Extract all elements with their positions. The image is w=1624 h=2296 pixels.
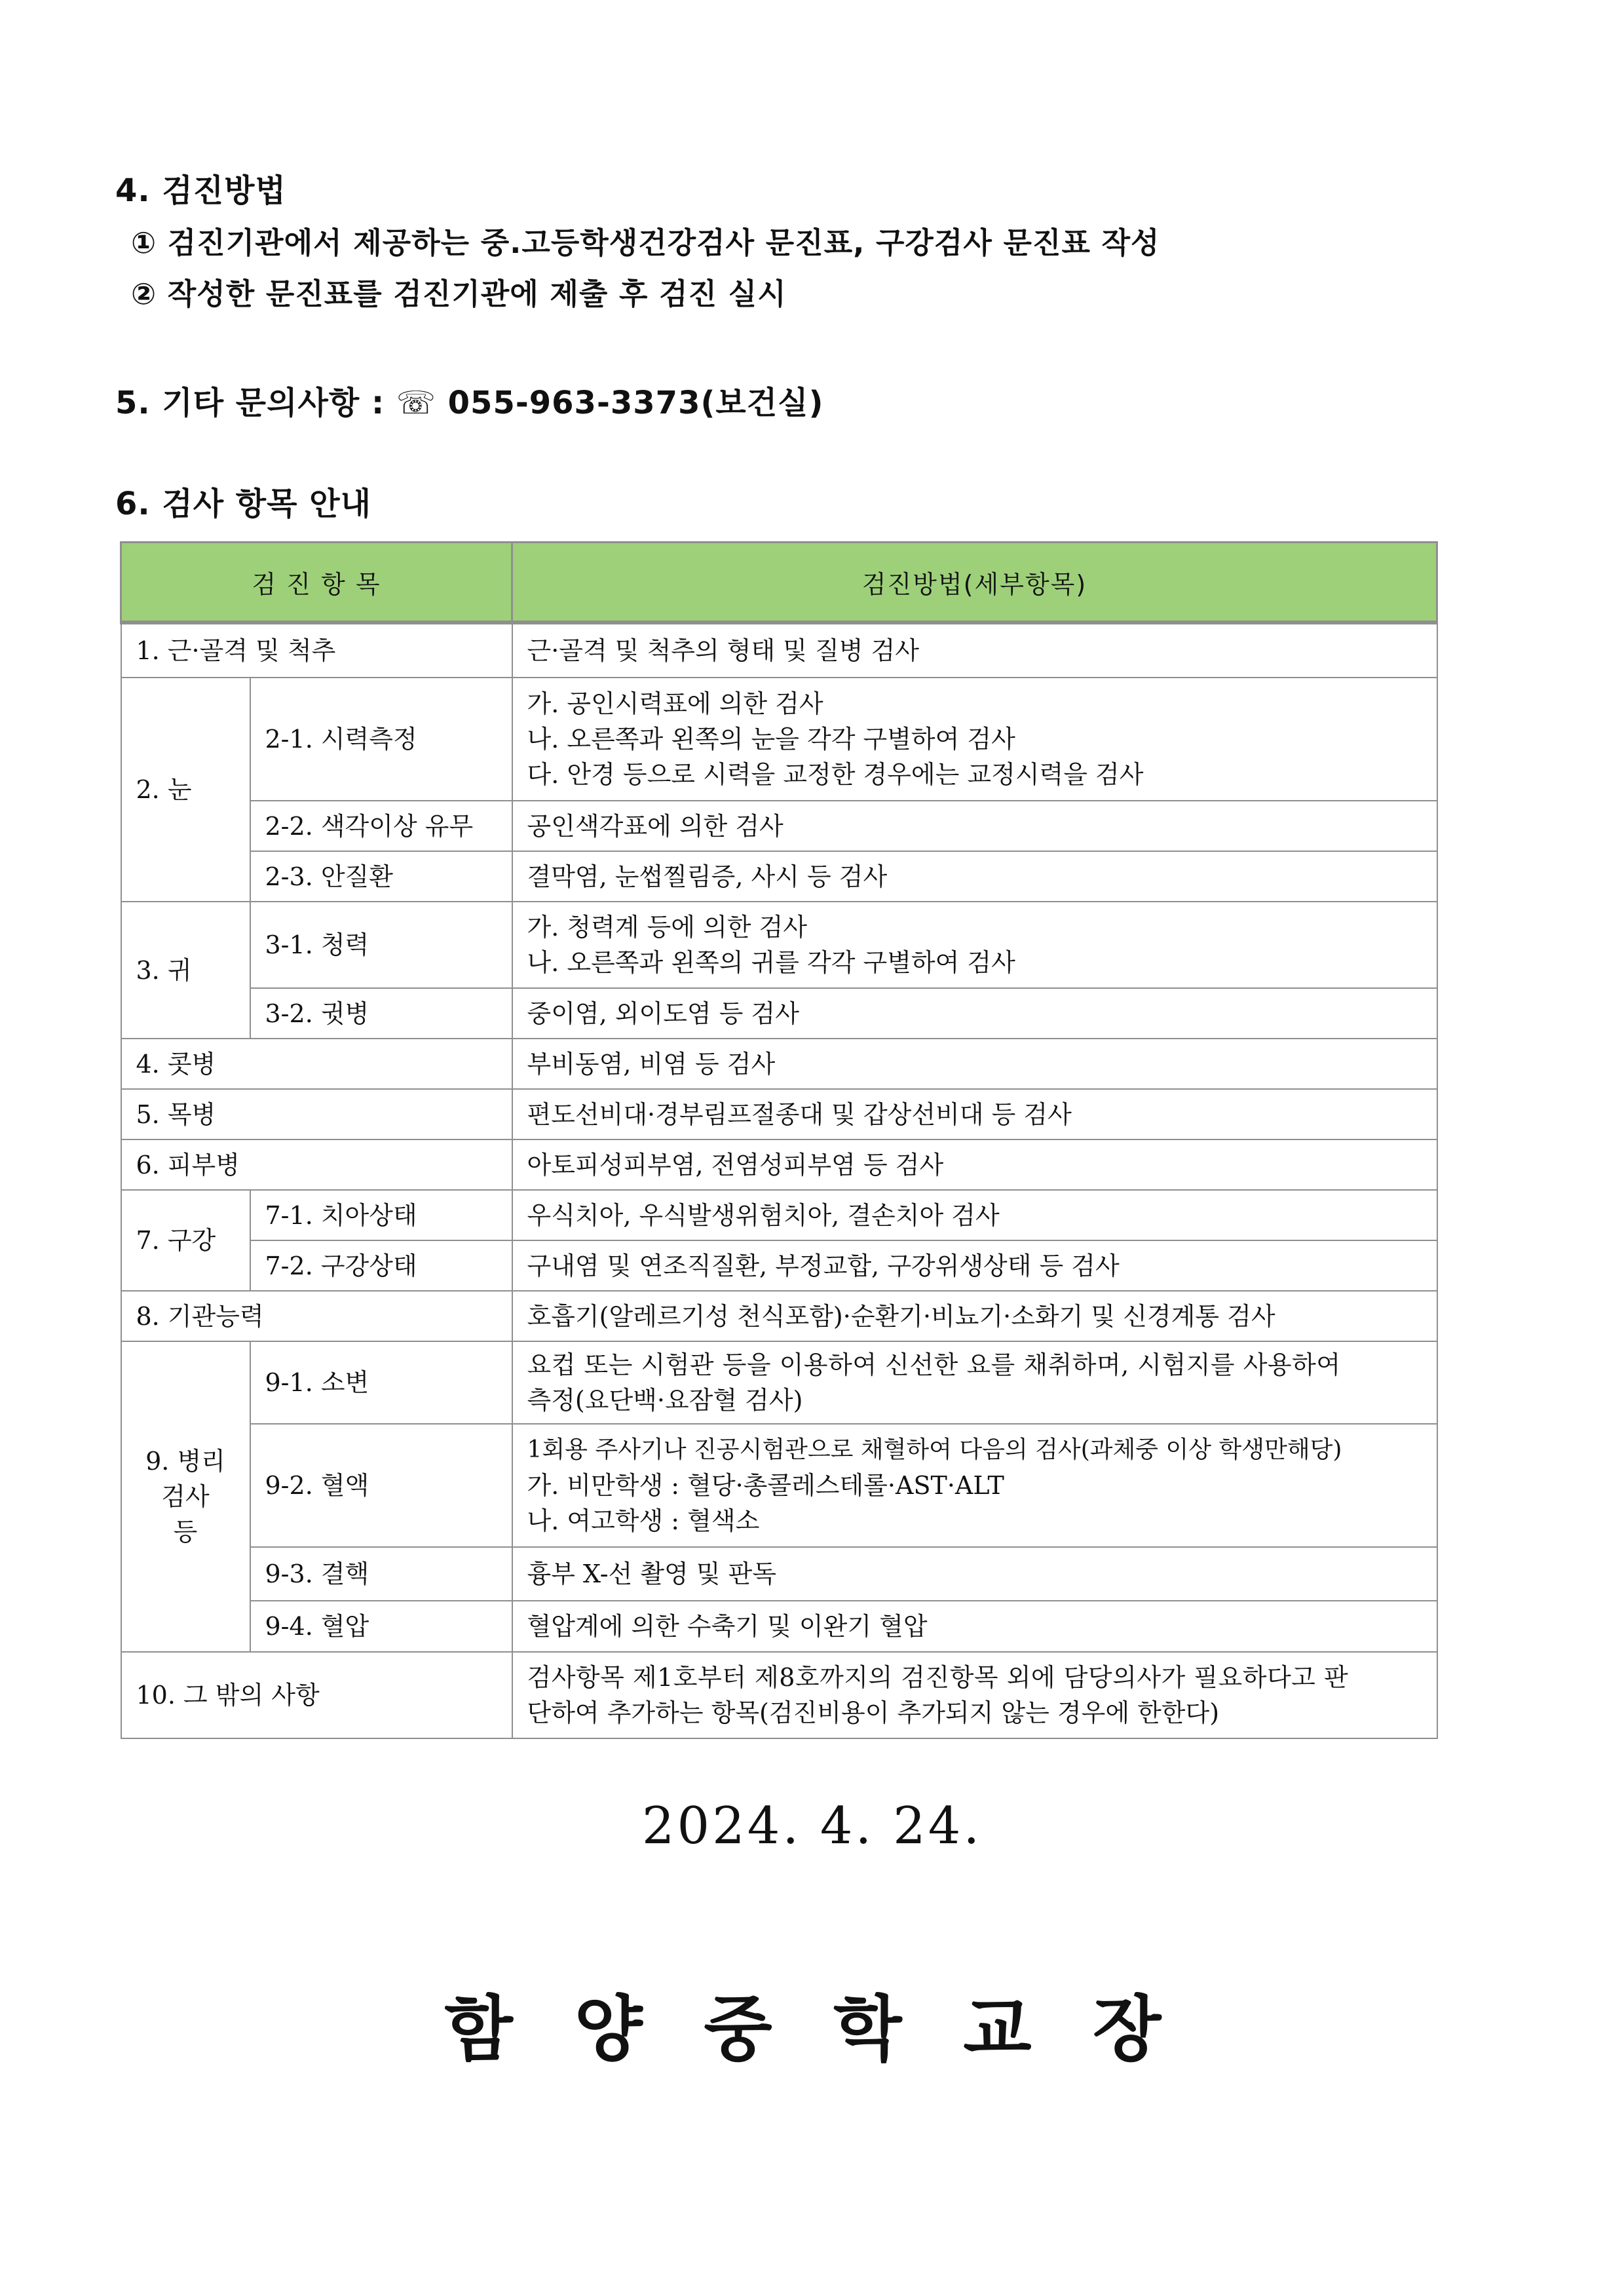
group-label: 1. 근·골격 및 척추 <box>121 622 512 678</box>
table-row <box>121 902 1437 988</box>
method-cell <box>512 678 1437 801</box>
method-cell: 구내염 및 연조직질환, 부정교합, 구강위생상태 등 검사 <box>512 1240 1437 1291</box>
method-cell: 근·골격 및 척추의 형태 및 질병 검사 <box>512 622 1437 678</box>
group-label: 8. 기관능력 <box>121 1291 512 1341</box>
group-label: 10. 그 밖의 사항 <box>121 1652 512 1738</box>
section-4-title: 4. 검진방법 <box>115 172 286 209</box>
table-row <box>121 801 1437 851</box>
principal-signature: 함 양 중 학 교 장 <box>444 1988 1180 2071</box>
method-cell: 부비동염, 비염 등 검사 <box>512 1039 1437 1089</box>
group-label: 7. 구강 <box>121 1190 250 1291</box>
method-line: 단하여 추가하는 항목(검진비용이 추가되지 않는 경우에 한한다) <box>527 1698 1220 1727</box>
method-line: 다. 안경 등으로 시력을 교정한 경우에는 교정시력을 검사 <box>527 760 1144 789</box>
sub-item-label: 2-1. 시력측정 <box>250 678 512 801</box>
method-line: 가. 공인시력표에 의한 검사 <box>527 689 823 718</box>
section-6-title: 6. 검사 항목 안내 <box>115 486 371 522</box>
method-cell: 결막염, 눈썹찔림증, 사시 등 검사 <box>512 851 1437 902</box>
method-cell: 공인색각표에 의한 검사 <box>512 801 1437 851</box>
sub-item-label: 7-2. 구강상태 <box>250 1240 512 1291</box>
group-label: 6. 피부병 <box>121 1139 512 1190</box>
method-cell <box>512 1424 1437 1547</box>
method-cell: 편도선비대·경부림프절종대 및 갑상선비대 등 검사 <box>512 1089 1437 1139</box>
phone-icon: ☏ <box>396 385 436 421</box>
table-row <box>121 1652 1437 1738</box>
method-cell: 흉부 X-선 촬영 및 판독 <box>512 1547 1437 1601</box>
method-step-2: ② 작성한 문진표를 검진기관에 제출 후 검진 실시 <box>131 277 787 311</box>
method-line: 검사항목 제1호부터 제8호까지의 검진항목 외에 담당의사가 필요하다고 판 <box>527 1663 1349 1692</box>
table-row <box>121 1139 1437 1190</box>
table-row <box>121 1341 1437 1424</box>
group-label <box>121 1341 250 1652</box>
group-label-line: 검사 <box>161 1482 210 1511</box>
method-cell <box>512 902 1437 988</box>
group-label: 2. 눈 <box>121 678 250 902</box>
method-cell: 아토피성피부염, 전염성피부염 등 검사 <box>512 1139 1437 1190</box>
method-line: 나. 오른쪽과 왼쪽의 눈을 각각 구별하여 검사 <box>527 725 1015 754</box>
table-row <box>121 678 1437 801</box>
method-cell: 우식치아, 우식발생위험치아, 결손치아 검사 <box>512 1190 1437 1240</box>
method-line: 요컵 또는 시험관 등을 이용하여 신선한 요를 채취하며, 시험지를 사용하여 <box>527 1350 1341 1379</box>
method-line: 가. 비만학생 : 혈당·총콜레스테롤·AST·ALT <box>527 1471 1004 1500</box>
table-row <box>121 1601 1437 1652</box>
method-line: 1회용 주사기나 진공시험관으로 채혈하여 다음의 검사(과체중 이상 학생만해당) <box>527 1436 1342 1463</box>
sub-item-label: 3-1. 청력 <box>250 902 512 988</box>
method-cell <box>512 1652 1437 1738</box>
sub-item-label: 9-2. 혈액 <box>250 1424 512 1547</box>
table-row <box>121 1424 1437 1547</box>
group-label: 5. 목병 <box>121 1089 512 1139</box>
sub-item-label: 2-2. 색각이상 유무 <box>250 801 512 851</box>
table-row <box>121 622 1437 678</box>
sub-item-label: 3-2. 귓병 <box>250 988 512 1039</box>
header-exam-method: 검진방법(세부항목) <box>512 543 1437 623</box>
method-line: 나. 오른쪽과 왼쪽의 귀를 각각 구별하여 검사 <box>527 948 1015 977</box>
sub-item-label: 2-3. 안질환 <box>250 851 512 902</box>
table-row <box>121 1547 1437 1601</box>
method-step-1: ① 검진기관에서 제공하는 중.고등학생건강검사 문진표, 구강검사 문진표 작성 <box>131 225 1160 260</box>
method-cell <box>512 1341 1437 1424</box>
method-cell: 혈압계에 의한 수축기 및 이완기 혈압 <box>512 1601 1437 1652</box>
table-row <box>121 988 1437 1039</box>
phone-number: 055-963-3373(보건실) <box>447 385 824 421</box>
header-exam-item: 검 진 항 목 <box>121 543 512 623</box>
sub-item-label: 7-1. 치아상태 <box>250 1190 512 1240</box>
table-row <box>121 1089 1437 1139</box>
exam-items-table <box>120 541 1438 1739</box>
group-label-line: 등 <box>173 1518 198 1546</box>
method-cell: 중이염, 외이도염 등 검사 <box>512 988 1437 1039</box>
table-header-row <box>121 543 1437 623</box>
sub-item-label: 9-3. 결핵 <box>250 1547 512 1601</box>
method-line: 나. 여고학생 : 혈색소 <box>527 1506 760 1535</box>
document-date: 2024. 4. 24. <box>641 1797 983 1856</box>
table-row <box>121 851 1437 902</box>
group-label-line: 9. 병리 <box>145 1447 225 1476</box>
group-label: 4. 콧병 <box>121 1039 512 1089</box>
sub-item-label: 9-1. 소변 <box>250 1341 512 1424</box>
table-row <box>121 1039 1437 1089</box>
method-line: 가. 청력계 등에 의한 검사 <box>527 913 807 942</box>
sub-item-label: 9-4. 혈압 <box>250 1601 512 1652</box>
method-line: 측정(요단백·요잠혈 검사) <box>527 1386 803 1415</box>
section-5-contact <box>115 377 823 423</box>
table-row <box>121 1240 1437 1291</box>
group-label: 3. 귀 <box>121 902 250 1039</box>
table-row <box>121 1291 1437 1341</box>
contact-label: 5. 기타 문의사항 : <box>115 385 385 421</box>
table-row <box>121 1190 1437 1240</box>
method-cell: 호흡기(알레르기성 천식포함)·순환기·비뇨기·소화기 및 신경계통 검사 <box>512 1291 1437 1341</box>
